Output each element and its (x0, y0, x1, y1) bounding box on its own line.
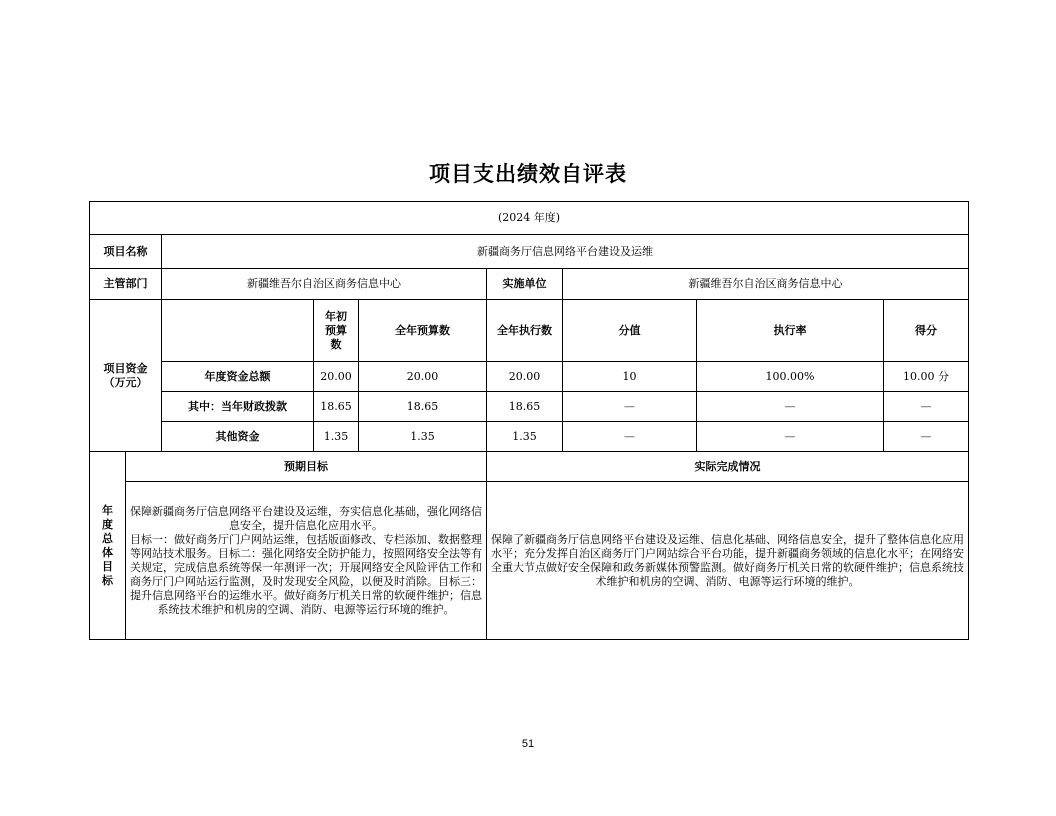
year-header: (2024 年度) (90, 202, 969, 235)
funds-row-fiscal-initial: 18.65 (314, 392, 359, 422)
funds-row-total-annual: 20.00 (359, 362, 487, 392)
header-score-value: 分值 (563, 300, 697, 362)
project-name-label: 项目名称 (90, 235, 162, 269)
department-value: 新疆维吾尔自治区商务信息中心 (162, 269, 487, 300)
funds-row-fiscal-score-value: — (563, 392, 697, 422)
funds-row-other-rate: — (697, 422, 884, 452)
actual-completion-text (487, 482, 969, 640)
implementer-label: 实施单位 (487, 269, 563, 300)
project-name-value: 新疆商务厅信息网络平台建设及运维 (162, 235, 969, 269)
expected-goal-header: 预期目标 (126, 452, 487, 482)
implementer-value: 新疆维吾尔自治区商务信息中心 (563, 269, 969, 300)
funds-row-fiscal-score: — (884, 392, 969, 422)
header-annual-budget: 全年预算数 (359, 300, 487, 362)
funds-row-total-score: 10.00 分 (884, 362, 969, 392)
funds-label: 项目资金（万元） (90, 300, 162, 452)
funds-row-total-score-value: 10 (563, 362, 697, 392)
funds-row-other-score: — (884, 422, 969, 452)
funds-row-fiscal-executed: 18.65 (487, 392, 563, 422)
funds-row-other-label: 其他资金 (162, 422, 314, 452)
funds-row-other-annual: 1.35 (359, 422, 487, 452)
goals-label: 年度总体目标 (90, 452, 126, 640)
evaluation-table (89, 201, 969, 640)
department-label: 主管部门 (90, 269, 162, 300)
funds-row-fiscal-label: 其中：当年财政拨款 (162, 392, 314, 422)
header-initial-budget: 年初预算数 (314, 300, 359, 362)
funds-row-total-rate: 100.00% (697, 362, 884, 392)
funds-row-other-score-value: — (563, 422, 697, 452)
actual-completion-header: 实际完成情况 (487, 452, 969, 482)
header-execution-rate: 执行率 (697, 300, 884, 362)
funds-row-fiscal-annual: 18.65 (359, 392, 487, 422)
page-title: 项目支出绩效自评表 (429, 162, 627, 186)
funds-row-fiscal-rate: — (697, 392, 884, 422)
funds-row-other-initial: 1.35 (314, 422, 359, 452)
header-annual-executed: 全年执行数 (487, 300, 563, 362)
expected-goal-text (126, 482, 487, 640)
funds-row-total-label: 年度资金总额 (162, 362, 314, 392)
funds-header-blank (162, 300, 314, 362)
funds-row-total-initial: 20.00 (314, 362, 359, 392)
funds-row-total-executed: 20.00 (487, 362, 563, 392)
funds-row-other-executed: 1.35 (487, 422, 563, 452)
page-number: 51 (521, 738, 535, 750)
expected-goal-paragraph: 保障新疆商务厅信息网络平台建设及运维，夯实信息化基础，强化网络信息安全，提升信息化应用水平。 目标一：做好商务厅门户网站运维，包括版面修改、专栏添加、数据整理等网站技术服务。目标二：强化网络安全防护能力，按照网络安全法等有关规定，完成信息系统等保一年测评一次；开展网络安全风险评估工作和商务厅门户网站运行监测，及时发现安全风险，以便及时消除。目标三：提升信息网络平台的运维水平。做好商务厅机关日常的软硬件维护；信息系统技术维护和机房的空调、消防、电源等运行环境的维护。 (130, 504, 482, 616)
actual-completion-paragraph: 保障了新疆商务厅信息网络平台建设及运维、信息化基础、网络信息安全，提升了整体信息化应用水平；充分发挥自治区商务厅门户网站综合平台功能，提升新疆商务领域的信息化水平；在网络安全重大节点做好安全保障和政务新媒体预警监测。做好商务厅机关日常的软硬件维护；信息系统技术维护和机房的空调、消防、电源等运行环境的维护。 (491, 532, 965, 588)
header-score: 得分 (884, 300, 969, 362)
